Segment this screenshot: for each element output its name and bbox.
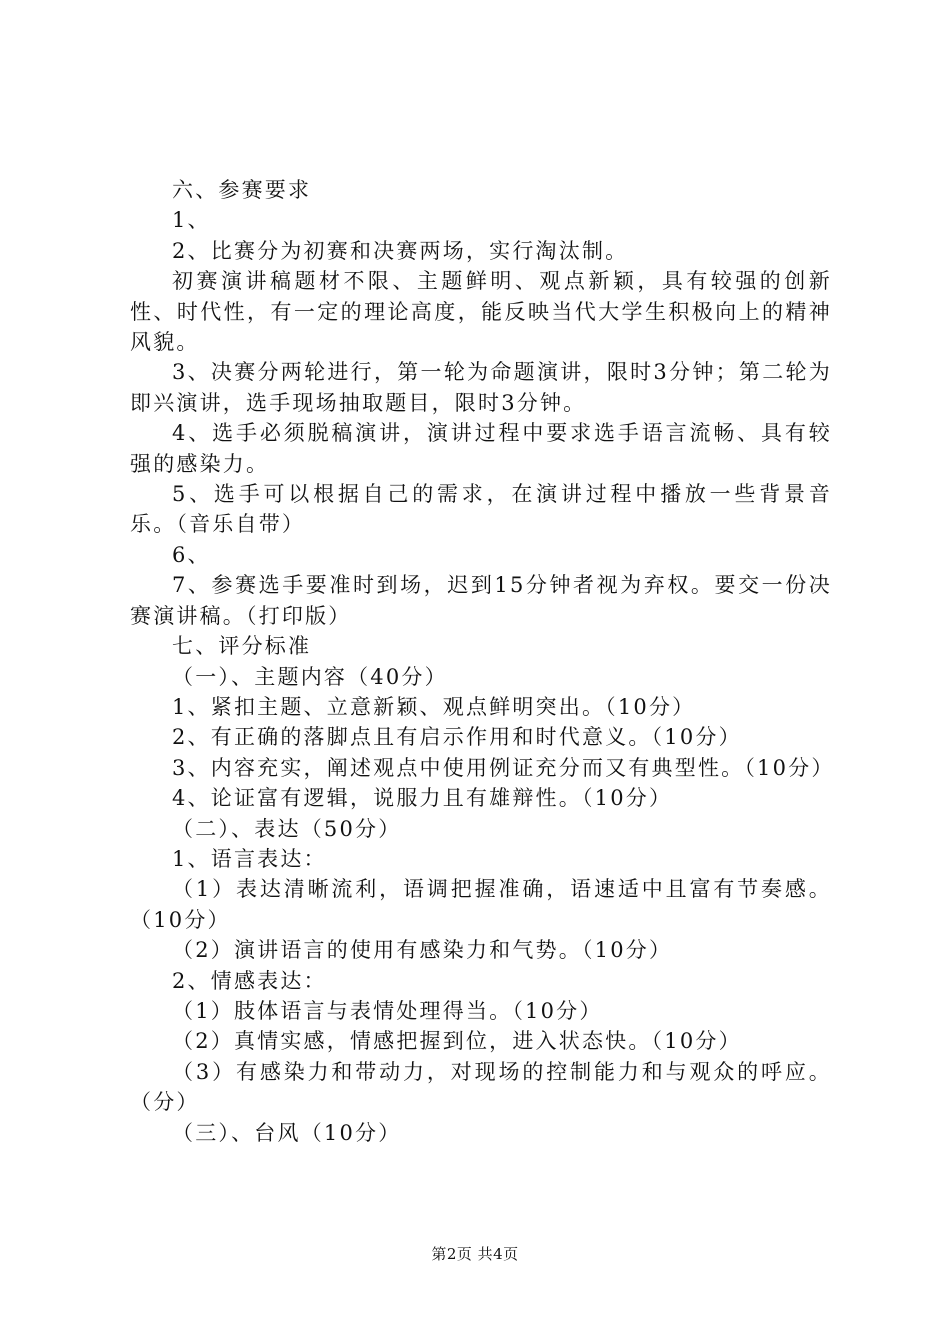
expression-emotion-item-3: （3）有感染力和带动力，对现场的控制能力和与观众的呼应。（分） — [130, 1059, 832, 1115]
scoring-item-content-2: 2、有正确的落脚点且有启示作用和时代意义。（10分） — [172, 725, 742, 750]
page-number-footer: 第2页 共4页 — [431, 1245, 519, 1263]
section-heading-requirements: 六、参赛要求 — [172, 178, 312, 202]
expression-language-item-2: （2）演讲语言的使用有感染力和气势。（10分） — [172, 938, 673, 963]
requirement-item-6: 6、 — [172, 542, 211, 567]
scoring-subheading-expression: （二）、表达（50分） — [172, 816, 402, 841]
requirement-item-7: 7、参赛选手要准时到场，迟到15分钟者视为弃权。要交一份决赛演讲稿。（打印版） — [130, 573, 832, 628]
expression-emotion-heading: 2、情感表达： — [172, 968, 327, 993]
section-heading-scoring: 七、评分标准 — [172, 634, 312, 659]
expression-emotion-item-2: （2）真情实感，情感把握到位，进入状态快。（10分） — [172, 1029, 742, 1054]
requirement-item-1: 1、 — [172, 208, 211, 233]
scoring-item-content-4: 4、论证富有逻辑，说服力且有雄辩性。（10分） — [172, 786, 673, 811]
scoring-subheading-stage-presence: （三）、台风（10分） — [172, 1120, 402, 1145]
requirement-item-5: 5、选手可以根据自己的需求，在演讲过程中播放一些背景音乐。（音乐自带） — [130, 482, 832, 537]
expression-language-item-1: （1）表达清晰流利，语调把握准确，语速适中且富有节奏感。（10分） — [130, 877, 832, 932]
requirement-item-4: 4、选手必须脱稿演讲，演讲过程中要求选手语言流畅、具有较强的感染力。 — [130, 421, 832, 476]
document-body — [130, 175, 835, 1148]
scoring-subheading-content: （一）、主题内容（40分） — [172, 664, 448, 689]
scoring-item-content-3: 3、内容充实，阐述观点中使用例证充分而又有典型性。（10分） — [172, 755, 835, 780]
expression-language-heading: 1、语言表达： — [172, 846, 327, 871]
scoring-item-content-1: 1、紧扣主题、立意新颖、观点鲜明突出。（10分） — [172, 694, 696, 719]
preliminary-description: 初赛演讲稿题材不限、主题鲜明、观点新颖，具有较强的创新性、时代性，有一定的理论高度，能反映当代大学生积极向上的精神风貌。 — [130, 269, 832, 355]
requirement-item-3: 3、决赛分两轮进行，第一轮为命题演讲，限时3分钟；第二轮为即兴演讲，选手现场抽取题目，限时3分钟。 — [130, 360, 832, 415]
expression-emotion-item-1: （1）肢体语言与表情处理得当。（10分） — [172, 998, 603, 1023]
requirement-item-2: 2、比赛分为初赛和决赛两场，实行淘汰制。 — [172, 238, 629, 263]
